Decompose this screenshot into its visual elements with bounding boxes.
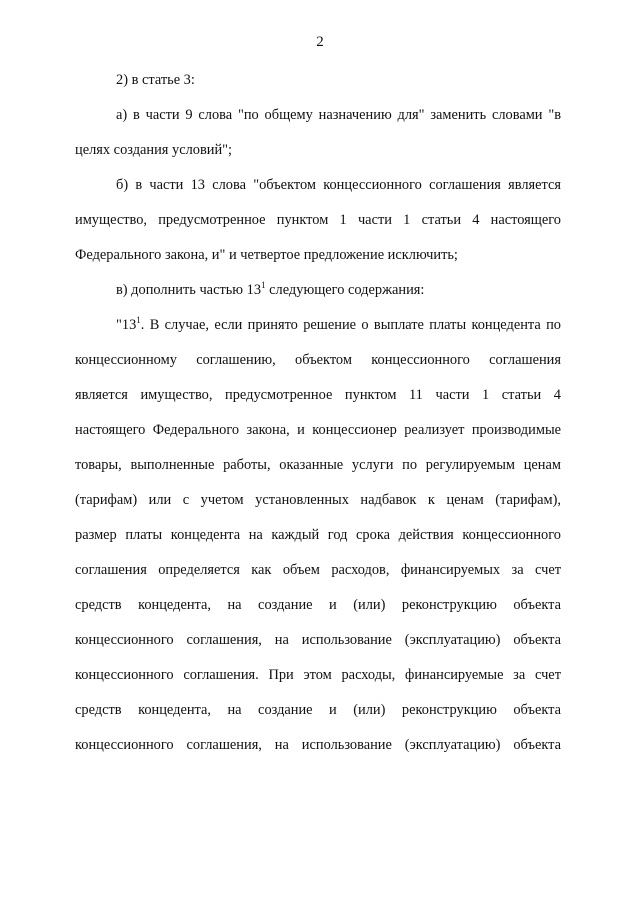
text-line: настоящего Федерального закона, и концессионер реализует производимые <box>75 422 561 438</box>
text-line: средств концедента, на создание и (или) реконструкцию объекта <box>75 597 561 613</box>
text-segment: "13 <box>116 317 137 333</box>
text-line: 2) в статье 3: <box>116 72 195 88</box>
text-line: соглашения определяется как объем расходов, финансируемых за счет <box>75 562 561 578</box>
text-line: (тарифам) или с учетом установленных надбавок к ценам (тарифам), <box>75 492 561 508</box>
text-line: Федерального закона, и" и четвертое предложение исключить; <box>75 247 458 263</box>
text-line <box>116 316 561 334</box>
text-line: концессионного соглашения. При этом расходы, финансируемые за счет <box>75 667 561 683</box>
text-line: размер платы концедента на каждый год срока действия концессионного <box>75 527 561 543</box>
text-line: концессионному соглашению, объектом концессионного соглашения <box>75 352 561 368</box>
text-line: имущество, предусмотренное пунктом 1 части 1 статьи 4 настоящего <box>75 212 561 228</box>
superscript: 1 <box>261 280 266 290</box>
text-line: является имущество, предусмотренное пунктом 11 части 1 статьи 4 <box>75 387 561 403</box>
text-line: концессионного соглашения, на использование (эксплуатацию) объекта <box>75 632 561 648</box>
text-segment: . В случае, если принято решение о выплате платы концедента по <box>140 317 561 333</box>
superscript: 1 <box>136 315 141 325</box>
text-line: товары, выполненные работы, оказанные услуги по регулируемым ценам <box>75 457 561 473</box>
text-line: б) в части 13 слова "объектом концессионного соглашения является <box>116 177 561 193</box>
text-line: концессионного соглашения, на использование (эксплуатацию) объекта <box>75 737 561 753</box>
text-line: целях создания условий"; <box>75 142 233 158</box>
text-line <box>116 281 561 299</box>
text-line: а) в части 9 слова "по общему назначению для" заменить словами "в <box>116 107 561 123</box>
text-segment: в) дополнить частью 13 <box>116 282 262 298</box>
text-line: средств концедента, на создание и (или) реконструкцию объекта <box>75 702 561 718</box>
page-number: 2 <box>316 34 324 50</box>
text-segment: следующего содержания: <box>269 282 425 298</box>
